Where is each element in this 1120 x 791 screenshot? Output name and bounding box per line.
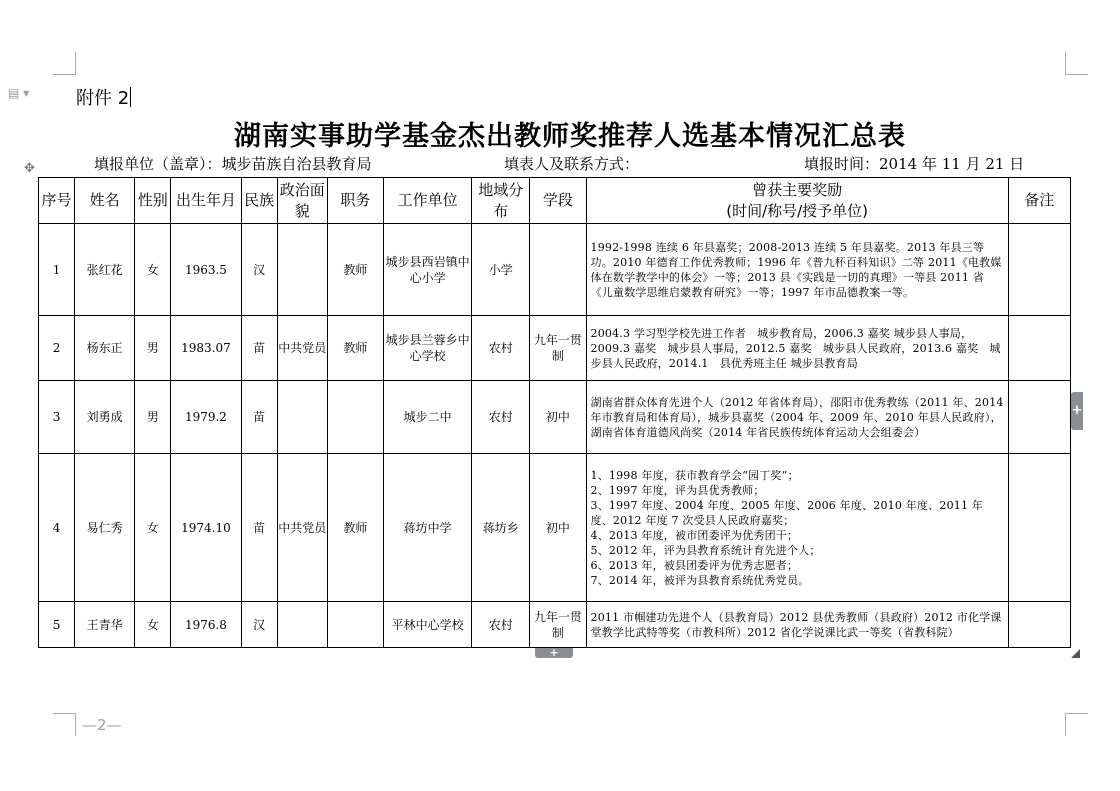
add-column-icon[interactable]: + <box>1071 392 1083 430</box>
cell-region: 蒋坊乡 <box>472 454 530 602</box>
cell-workplace: 城步县西岩镇中心小学 <box>383 224 471 316</box>
header-awards-subtitle: (时间/称号/授予单位) <box>726 201 869 220</box>
cell-no: 2 <box>39 316 75 381</box>
cell-awards <box>586 316 1008 381</box>
header-region: 地域分布 <box>472 178 530 224</box>
header-politics: 政治面貌 <box>277 178 327 224</box>
cell-remark <box>1008 454 1070 602</box>
cell-gender: 女 <box>135 224 171 316</box>
cell-region: 小学 <box>472 224 530 316</box>
cell-birth: 1983.07 <box>171 316 241 381</box>
cell-workplace: 蒋坊中学 <box>383 454 471 602</box>
cell-politics <box>277 602 327 648</box>
table-row <box>39 602 1071 648</box>
add-row-icon[interactable]: + <box>535 648 573 658</box>
text-cursor <box>130 87 131 107</box>
award-line: 1992-1998 连续 6 年县嘉奖；2008-2013 连续 5 年县嘉奖。2013 年县三等功。2010 年德育工作优秀教师；1996 年《普九杯百科知识》二等 2011《电教媒体在数学教学中的体会》一等；2013 县《实践是一切的真理》一等县 2011 省《儿童数学思维启蒙教育研究》一等；1997 年市品德教案一等。 <box>590 240 1002 299</box>
cell-no: 1 <box>39 224 75 316</box>
summary-table <box>38 177 1071 648</box>
award-line: 6、2013 年，被县团委评为优秀志愿者； <box>590 558 799 572</box>
cell-remark <box>1008 316 1070 381</box>
cell-name: 张红花 <box>75 224 135 316</box>
award-line: 5、2012 年，评为县教育系统计育先进个人； <box>590 543 821 557</box>
page-number: —2— <box>82 716 122 734</box>
header-duty: 职务 <box>327 178 383 224</box>
cell-workplace: 平林中心学校 <box>383 602 471 648</box>
award-line: 4、2013 年度，被市团委评为优秀团干； <box>590 528 799 542</box>
cell-birth: 1963.5 <box>171 224 241 316</box>
table-header-row <box>39 178 1071 224</box>
cell-duty: 教师 <box>327 224 383 316</box>
cell-name: 王青华 <box>75 602 135 648</box>
cell-gender: 女 <box>135 454 171 602</box>
award-line: 3、1997 年度、2004 年度、2005 年度、2006 年度、2010 年度、2011 年度、2012 年度 7 次受县人民政府嘉奖； <box>590 498 984 527</box>
cell-gender: 男 <box>135 316 171 381</box>
cell-name: 杨东正 <box>75 316 135 381</box>
header-workplace: 工作单位 <box>383 178 471 224</box>
cell-stage <box>530 224 586 316</box>
cell-politics <box>277 381 327 454</box>
report-date: 填报时间：2014 年 11 月 21 日 <box>804 155 1025 173</box>
cell-ethnic: 汉 <box>241 602 277 648</box>
table-move-handle-icon[interactable]: ✥ <box>24 161 35 176</box>
cell-gender: 女 <box>135 602 171 648</box>
contact-label: 填表人及联系方式： <box>504 155 640 173</box>
award-line: 2、1997 年度，评为县优秀教师； <box>590 483 765 497</box>
cell-birth: 1974.10 <box>171 454 241 602</box>
cell-duty <box>327 381 383 454</box>
cell-no: 5 <box>39 602 75 648</box>
award-line: 湖南省群众体育先进个人（2012 年省体育局），邵阳市优秀教练（2011 年、2014 年市教育局和体育局），城步县嘉奖（2004 年、2009 年、2010 年县人民政府），湖南省体育道德风尚奖（2014 年省民族传统体育运动大会组委会） <box>590 395 1004 439</box>
cell-stage: 初中 <box>530 381 586 454</box>
table-row <box>39 381 1071 454</box>
cell-birth: 1976.8 <box>171 602 241 648</box>
cell-remark <box>1008 224 1070 316</box>
header-birth: 出生年月 <box>171 178 241 224</box>
page-corner-mark-bottom-right <box>1065 713 1088 736</box>
award-line: 7、2014 年，被评为县教育系统优秀党员。 <box>590 573 810 587</box>
attachment-text: 附件 2 <box>76 88 130 109</box>
header-ethnic: 民族 <box>241 178 277 224</box>
attachment-label <box>76 84 131 110</box>
cell-ethnic: 苗 <box>241 316 277 381</box>
cell-awards <box>586 602 1008 648</box>
header-awards-title: 曾获主要奖励 <box>752 180 843 199</box>
table-row <box>39 454 1071 602</box>
cell-region: 农村 <box>472 316 530 381</box>
cell-awards <box>586 454 1008 602</box>
table-resize-icon[interactable] <box>1071 649 1080 658</box>
cell-name: 刘勇成 <box>75 381 135 454</box>
award-line: 2011 市帼建功先进个人（县教育局）2012 县优秀教师（县政府）2012 市化学课堂教学比武特等奖（市教科所）2012 省化学说课比武一等奖（省教科院） <box>590 610 1002 639</box>
award-line: 2004.3 学习型学校先进工作者 城步教育局，2006.3 嘉奖 城步县人事局，2009.3 嘉奖 城步县人事局，2012.5 嘉奖 城步县人民政府，2013.6 嘉奖 城步县人民政府，2014.1 县优秀班主任 城步县教育局 <box>590 326 1001 370</box>
cell-ethnic: 苗 <box>241 381 277 454</box>
header-remark: 备注 <box>1008 178 1070 224</box>
cell-ethnic: 汉 <box>241 224 277 316</box>
page-title: 湖南实事助学基金杰出教师奖推荐人选基本情况汇总表 <box>234 121 906 152</box>
cell-region: 农村 <box>472 602 530 648</box>
cell-workplace: 城步县兰蓉乡中心学校 <box>383 316 471 381</box>
page-corner-mark-top-left <box>53 52 76 75</box>
cell-workplace: 城步二中 <box>383 381 471 454</box>
page-corner-mark-top-right <box>1065 52 1088 75</box>
header-no: 序号 <box>39 178 75 224</box>
cell-duty <box>327 602 383 648</box>
cell-politics: 中共党员 <box>277 316 327 381</box>
cell-no: 3 <box>39 381 75 454</box>
cell-ethnic: 苗 <box>241 454 277 602</box>
cell-duty: 教师 <box>327 454 383 602</box>
reporting-unit: 填报单位（盖章）：城步苗族自治县教育局 <box>94 155 372 173</box>
award-line: 1、1998 年度，获市教育学会“园丁奖”； <box>590 468 799 482</box>
header-gender: 性别 <box>135 178 171 224</box>
cell-stage: 初中 <box>530 454 586 602</box>
cell-region: 农村 <box>472 381 530 454</box>
cell-stage: 九年一贯制 <box>530 602 586 648</box>
cell-name: 易仁秀 <box>75 454 135 602</box>
cell-remark <box>1008 602 1070 648</box>
cell-no: 4 <box>39 454 75 602</box>
table-row <box>39 316 1071 381</box>
cell-stage: 九年一贯制 <box>530 316 586 381</box>
cell-gender: 男 <box>135 381 171 454</box>
cell-duty: 教师 <box>327 316 383 381</box>
cell-politics <box>277 224 327 316</box>
header-stage: 学段 <box>530 178 586 224</box>
cell-awards <box>586 381 1008 454</box>
cell-birth: 1979.2 <box>171 381 241 454</box>
header-awards <box>586 178 1008 224</box>
header-name: 姓名 <box>75 178 135 224</box>
document-icon[interactable]: ▤ ▾ <box>8 86 30 100</box>
page-corner-mark-bottom-left <box>53 713 76 736</box>
table-row <box>39 224 1071 316</box>
cell-remark <box>1008 381 1070 454</box>
cell-politics: 中共党员 <box>277 454 327 602</box>
cell-awards <box>586 224 1008 316</box>
